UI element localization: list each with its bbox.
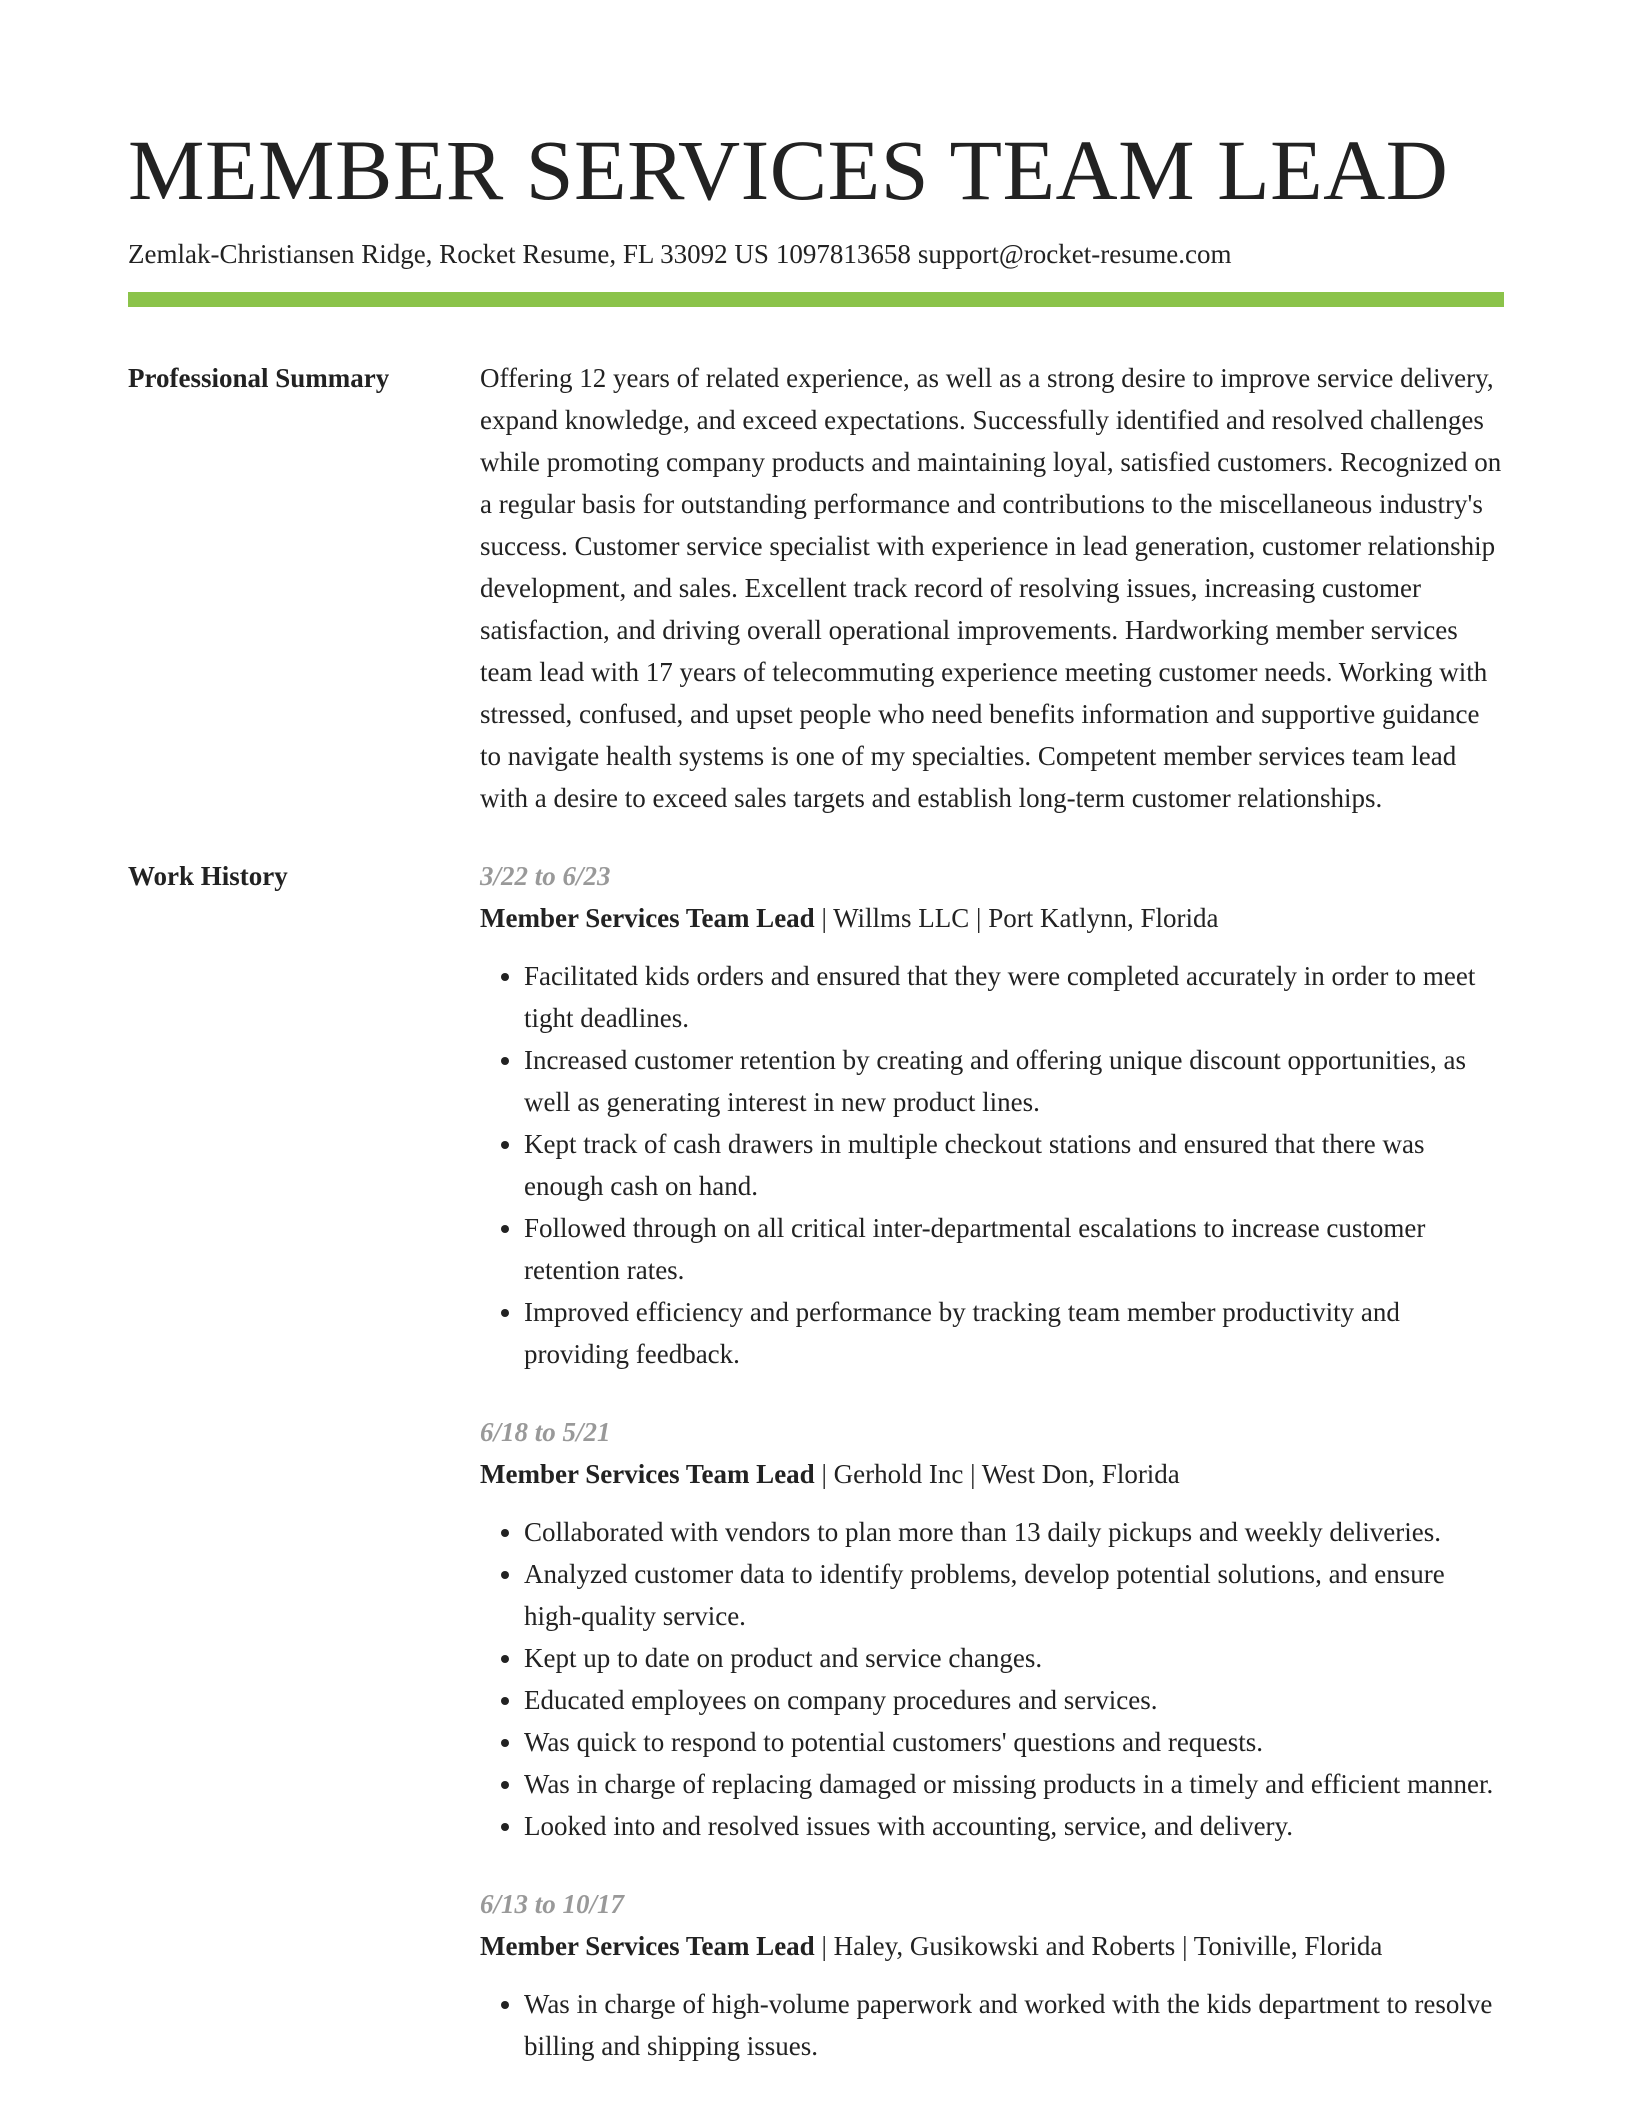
job-bullet: • Was quick to respond to potential customers' questions and requests. (524, 1721, 1504, 1763)
job-company: Willms LLC (833, 903, 970, 933)
resume-page (128, 0, 1504, 2103)
resume-title: MEMBER SERVICES TEAM LEAD (128, 122, 1449, 218)
job-bullet: • Analyzed customer data to identify problems, develop potential solutions, and ensure high-quality service. (524, 1553, 1504, 1637)
job-dates: 6/18 to 5/21 (480, 1417, 611, 1447)
job-entry (480, 1883, 1504, 2067)
job-separator: | (814, 1459, 834, 1489)
job-separator: | (814, 903, 834, 933)
header-divider (128, 292, 1504, 307)
job-entry (480, 1411, 1504, 1847)
job-title: Member Services Team Lead (480, 903, 815, 933)
summary-section (128, 357, 1504, 819)
job-bullet-list (480, 955, 1504, 1375)
job-location: Port Katlynn, Florida (988, 903, 1219, 933)
job-bullet: • Educated employees on company procedures and services. (524, 1679, 1504, 1721)
job-bullet-list (480, 1511, 1504, 1847)
job-bullet: • Improved efficiency and performance by tracking team member productivity and providing feedback. (524, 1291, 1504, 1375)
contact-address: Zemlak-Christiansen Ridge, Rocket Resume, FL 33092 US (128, 239, 769, 269)
job-separator: | (963, 1459, 982, 1489)
job-bullet: • Facilitated kids orders and ensured that they were completed accurately in order to meet tight deadlines. (524, 955, 1504, 1039)
summary-heading: Professional Summary (128, 363, 390, 393)
job-location: Toniville, Florida (1193, 1931, 1383, 1961)
job-bullet: • Collaborated with vendors to plan more than 13 daily pickups and weekly deliveries. (524, 1511, 1504, 1553)
job-company: Haley, Gusikowski and Roberts (833, 1931, 1176, 1961)
job-bullet: • Kept up to date on product and service changes. (524, 1637, 1504, 1679)
work-history-section (128, 855, 1504, 2103)
contact-phone: 1097813658 (775, 239, 911, 269)
job-bullet-list (480, 1983, 1504, 2067)
job-separator: | (814, 1931, 834, 1961)
job-bullet: • Followed through on all critical inter-departmental escalations to increase customer retention rates. (524, 1207, 1504, 1291)
job-header (480, 1925, 1504, 1967)
job-title: Member Services Team Lead (480, 1931, 815, 1961)
job-header (480, 897, 1504, 939)
job-entry (480, 855, 1504, 1375)
job-location: West Don, Florida (981, 1459, 1180, 1489)
work-history-heading: Work History (128, 861, 288, 891)
job-header (480, 1453, 1504, 1495)
job-dates: 6/13 to 10/17 (480, 1889, 625, 1919)
contact-line (128, 236, 1504, 272)
job-bullet: • Increased customer retention by creating and offering unique discount opportunities, as well as generating interest in new product lines. (524, 1039, 1504, 1123)
job-separator: | (1175, 1931, 1194, 1961)
job-bullet: • Looked into and resolved issues with accounting, service, and delivery. (524, 1805, 1504, 1847)
summary-text: Offering 12 years of related experience, as well as a strong desire to improve service delivery, expand knowledge, and exceed expectations. Successfully identified and resolved challenges while promoting company products and maintaining loyal, satisfied customers. Recognized on a regular basis for outstanding performance and contributions to the miscellaneous industry's success. Customer service specialist with experience in lead generation, customer relationship development, and sales. Excellent track record of resolving issues, increasing customer satisfaction, and driving overall operational improvements. Hardworking member services team lead with 17 years of telecommuting experience meeting customer needs. Working with stressed, confused, and upset people who need benefits information and supportive guidance to navigate health systems is one of my specialties. Competent member services team lead with a desire to exceed sales targets and establish long-term customer relationships. (480, 363, 1502, 813)
job-company: Gerhold Inc (833, 1459, 964, 1489)
job-dates: 3/22 to 6/23 (480, 861, 611, 891)
contact-email: support@rocket-resume.com (917, 239, 1232, 269)
job-bullet: • Kept track of cash drawers in multiple checkout stations and ensured that there was enough cash on hand. (524, 1123, 1504, 1207)
job-bullet: • Was in charge of replacing damaged or missing products in a timely and efficient manner. (524, 1763, 1504, 1805)
job-bullet: • Was in charge of high-volume paperwork and worked with the kids department to resolve billing and shipping issues. (524, 1983, 1504, 2067)
job-title: Member Services Team Lead (480, 1459, 815, 1489)
job-separator: | (969, 903, 989, 933)
work-history-list (480, 855, 1504, 2103)
